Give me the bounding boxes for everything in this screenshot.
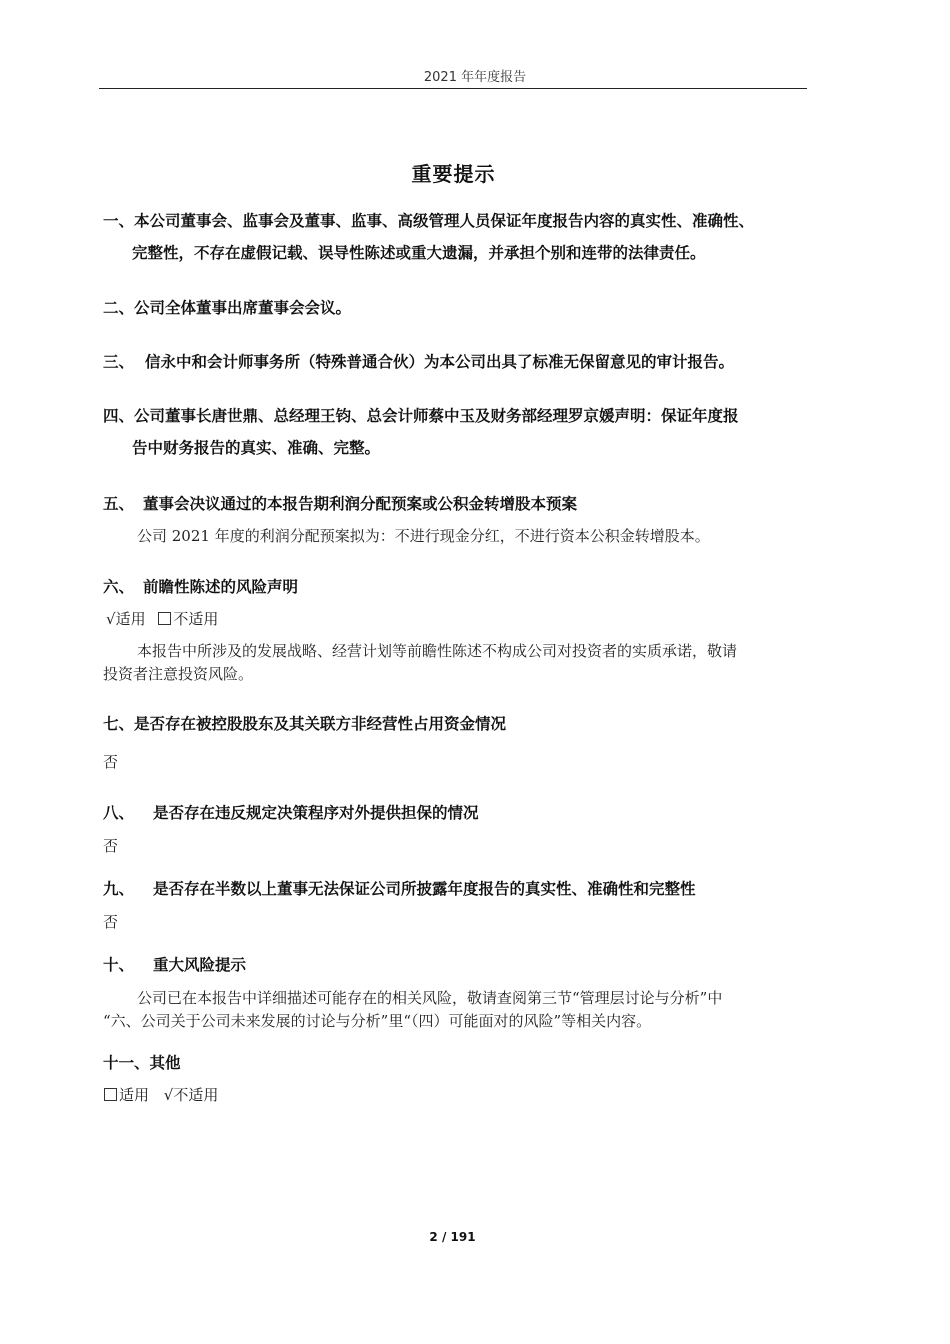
section-5-text: 董事会决议通过的本报告期利润分配预案或公积金转增股本预案 xyxy=(143,495,578,513)
section-6-not-applicable: 不适用 xyxy=(173,610,219,628)
section-6-number: 六、 xyxy=(103,578,135,596)
section-4-line2: 告中财务报告的真实、准确、完整。 xyxy=(132,439,381,457)
section-3-number: 三、 xyxy=(103,353,135,371)
section-7-heading xyxy=(103,714,506,734)
section-5-heading xyxy=(103,494,577,514)
section-1-line1: 本公司董事会、监事会及董事、监事、高级管理人员保证年度报告内容的真实性、准确性、 xyxy=(134,212,755,230)
page-title: 重要提示 xyxy=(411,162,496,186)
section-11-unchecked-box xyxy=(104,1088,117,1101)
section-6-check-mark: √ xyxy=(106,610,116,628)
section-9-heading xyxy=(103,879,696,899)
section-11-options xyxy=(104,1085,218,1105)
section-11-number: 十一、 xyxy=(103,1054,150,1072)
section-1-heading xyxy=(103,211,754,231)
header-rule xyxy=(99,88,807,89)
section-3-text: 信永中和会计师事务所（特殊普通合伙）为本公司出具了标准无保留意见的审计报告。 xyxy=(145,353,735,371)
section-4-heading xyxy=(103,406,739,426)
section-11-not-applicable: 不适用 xyxy=(173,1086,219,1104)
section-7-number: 七、 xyxy=(103,715,135,733)
section-9-text: 是否存在半数以上董事无法保证公司所披露年度报告的真实性、准确性和完整性 xyxy=(153,880,696,898)
section-9-answer: 否 xyxy=(103,913,119,931)
section-11-check-mark: √ xyxy=(163,1086,174,1104)
section-10-number: 十、 xyxy=(103,956,135,974)
section-11-heading xyxy=(103,1053,181,1073)
section-1-line2: 完整性，不存在虚假记载、误导性陈述或重大遗漏，并承担个别和连带的法律责任。 xyxy=(132,244,706,262)
section-10-body-line2: “六、公司关于公司未来发展的讨论与分析”里“（四）可能面对的风险”等相关内容。 xyxy=(103,1012,652,1030)
section-8-text: 是否存在违反规定决策程序对外提供担保的情况 xyxy=(153,804,479,822)
section-8-heading xyxy=(103,803,479,823)
section-5-body: 公司 2021 年度的利润分配预案拟为：不进行现金分红，不进行资本公积金转增股本。 xyxy=(137,527,710,545)
section-11-text: 其他 xyxy=(149,1054,181,1072)
section-2-text: 公司全体董事出席董事会会议。 xyxy=(134,299,352,317)
section-9-number: 九、 xyxy=(103,880,135,898)
section-4-number: 四、 xyxy=(103,407,135,425)
section-10-body-line1: 公司已在本报告中详细描述可能存在的相关风险，敬请查阅第三节“管理层讨论与分析”中 xyxy=(137,989,723,1007)
header-title: 2021 年年度报告 xyxy=(423,70,527,85)
section-7-text: 是否存在被控股股东及其关联方非经营性占用资金情况 xyxy=(134,715,507,733)
section-1-number: 一、 xyxy=(103,212,135,230)
section-6-heading xyxy=(103,577,298,597)
section-10-text: 重大风险提示 xyxy=(153,956,247,974)
page-number: 2 / 191 xyxy=(429,1230,476,1244)
section-2-heading xyxy=(103,298,351,318)
section-6-text: 前瞻性陈述的风险声明 xyxy=(143,578,299,596)
section-6-body-line1: 本报告中所涉及的发展战略、经营计划等前瞻性陈述不构成公司对投资者的实质承诺，敬请 xyxy=(137,642,738,660)
section-6-options xyxy=(106,609,218,629)
section-4-line1: 公司董事长唐世鼎、总经理王钧、总会计师蔡中玉及财务部经理罗京媛声明：保证年度报 xyxy=(134,407,739,425)
section-6-unchecked-box xyxy=(158,612,171,625)
section-7-answer: 否 xyxy=(103,753,119,771)
section-5-number: 五、 xyxy=(103,495,135,513)
section-11-applicable: 适用 xyxy=(119,1086,150,1104)
section-2-number: 二、 xyxy=(103,299,135,317)
section-3-heading xyxy=(103,352,734,372)
section-6-applicable: 适用 xyxy=(115,610,146,628)
section-8-number: 八、 xyxy=(103,804,135,822)
section-6-body-line2: 投资者注意投资风险。 xyxy=(103,665,254,683)
section-8-answer: 否 xyxy=(103,837,119,855)
section-10-heading xyxy=(103,955,246,975)
